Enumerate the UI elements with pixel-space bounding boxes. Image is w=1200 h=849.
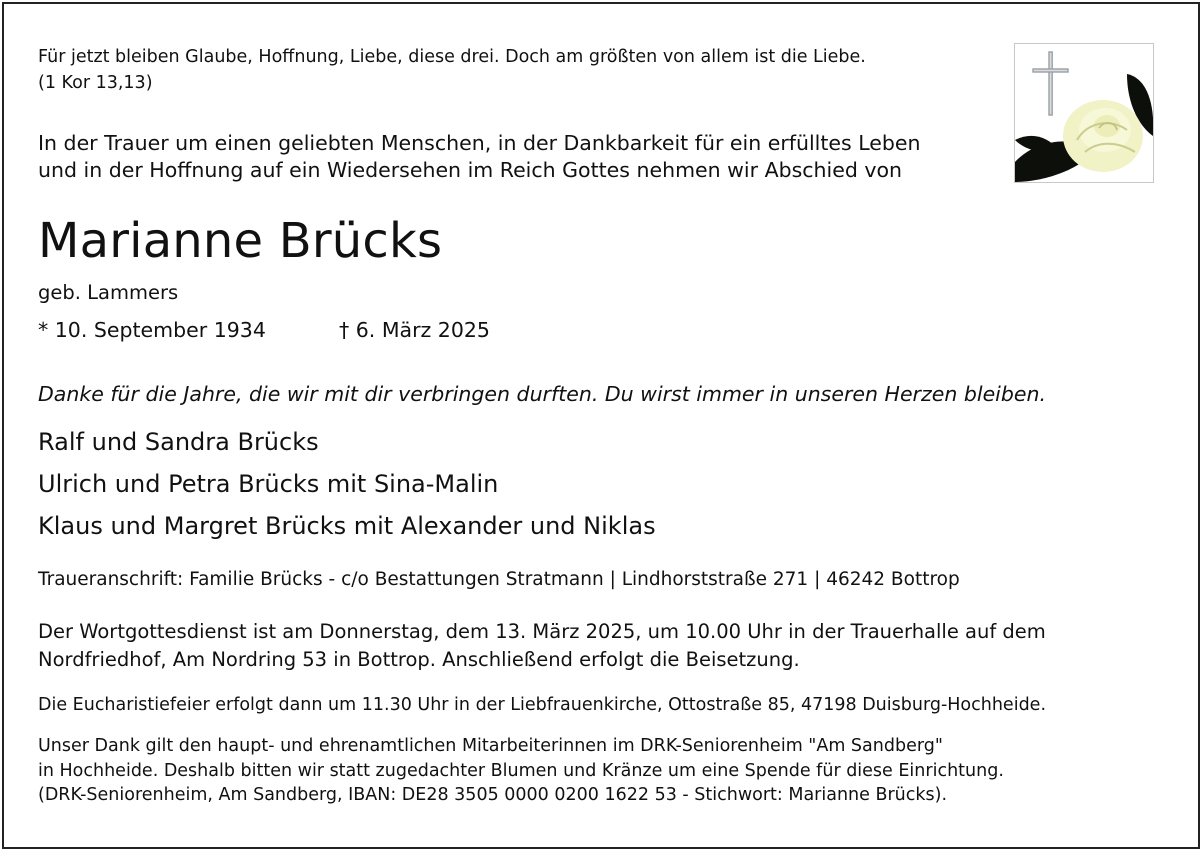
cross-rose-icon bbox=[1015, 44, 1153, 182]
bible-verse bbox=[38, 44, 866, 96]
intro-text bbox=[38, 130, 921, 184]
family-member-1: Ralf und Sandra Brücks bbox=[38, 428, 319, 456]
cross-rose-image bbox=[1014, 43, 1154, 183]
family-member-3: Klaus und Margret Brücks mit Alexander und Niklas bbox=[38, 512, 656, 540]
donation-line-1: Unser Dank gilt den haupt- und ehrenamtlichen Mitarbeiterinnen im DRK-Seniorenheim "Am Sandberg" bbox=[38, 736, 943, 756]
mourning-address: Traueranschrift: Familie Brücks - c/o Bestattungen Stratmann | Lindhorststraße 271 | 46242 Bottrop bbox=[38, 569, 960, 590]
birth-date: * 10. September 1934 bbox=[38, 318, 266, 342]
family-list bbox=[38, 425, 656, 551]
intro-line-2: und in der Hoffnung auf ein Wiedersehen im Reich Gottes nehmen wir Abschied von bbox=[38, 158, 903, 182]
service-info bbox=[38, 618, 1046, 674]
thanks-message: Danke für die Jahre, die wir mit dir verbringen durften. Du wirst immer in unseren Herzen bleiben. bbox=[38, 382, 1047, 406]
donation-line-3: (DRK-Seniorenheim, Am Sandberg, IBAN: DE28 3505 0000 0200 1622 53 - Stichwort: Marianne Brücks). bbox=[38, 785, 948, 805]
eucharist-info: Die Eucharistiefeier erfolgt dann um 11.30 Uhr in der Liebfrauenkirche, Ottostraße 85, 47198 Duisburg-Hochheide. bbox=[38, 695, 1047, 715]
cross-icon bbox=[1033, 52, 1068, 115]
service-line-2: Nordfriedhof, Am Nordring 53 in Bottrop. Anschließend erfolgt die Beisetzung. bbox=[38, 648, 800, 671]
family-member-2: Ulrich und Petra Brücks mit Sina-Malin bbox=[38, 470, 499, 498]
intro-line-1: In der Trauer um einen geliebten Menschen, in der Dankbarkeit für ein erfülltes Leben bbox=[38, 131, 921, 155]
maiden-name: geb. Lammers bbox=[38, 281, 179, 304]
donation-line-2: in Hochheide. Deshalb bitten wir statt zugedachter Blumen und Kränze um eine Spende für diese Einrichtung. bbox=[38, 760, 1004, 781]
bible-verse-text: Für jetzt bleiben Glaube, Hoffnung, Liebe, diese drei. Doch am größten von allem ist die Liebe. bbox=[38, 47, 866, 67]
deceased-name: Marianne Brücks bbox=[38, 213, 443, 269]
donation-info bbox=[38, 734, 1004, 808]
death-date: † 6. März 2025 bbox=[339, 318, 490, 342]
white-rose bbox=[1063, 100, 1143, 172]
bible-verse-reference: (1 Kor 13,13) bbox=[38, 73, 153, 93]
life-dates bbox=[38, 316, 490, 344]
service-line-1: Der Wortgottesdienst ist am Donnerstag, dem 13. März 2025, um 10.00 Uhr in der Trauerhalle auf dem bbox=[38, 620, 1046, 643]
